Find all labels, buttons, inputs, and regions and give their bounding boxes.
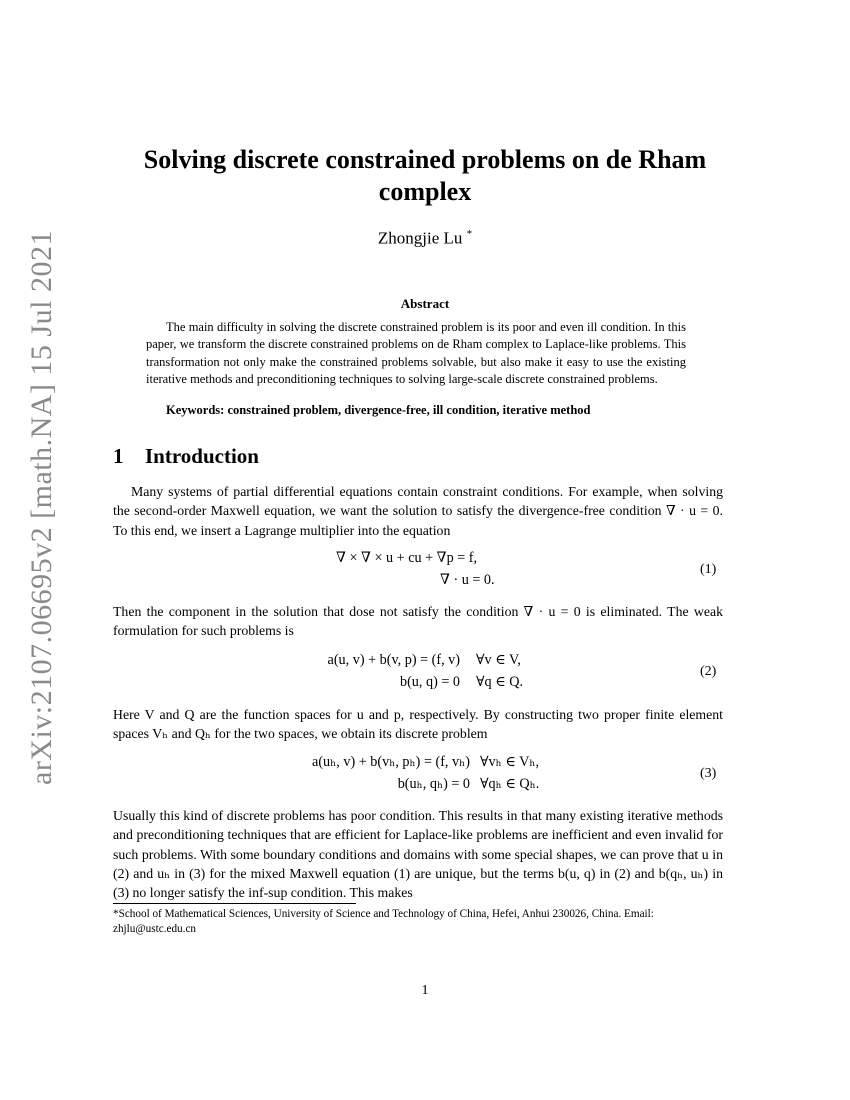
author-line [100, 228, 750, 249]
abstract-body [146, 319, 686, 389]
equation-1-line-1: ∇ × ∇ × u + cu + ∇p = f, [336, 550, 478, 566]
paper-title: Solving discrete constrained problems on de Rham complex [143, 145, 707, 206]
equation-1-number: (1) [700, 562, 717, 577]
page-number: 1 [421, 983, 429, 998]
equation-2-line-2-rhs: ∀q ∈ Q. [476, 674, 524, 690]
equation-3-line-2-rhs: ∀qₕ ∈ Qₕ. [480, 776, 540, 792]
equation-3-number: (3) [700, 766, 717, 781]
equation-2-number: (2) [700, 664, 717, 679]
paragraph-1: Many systems of partial differential equations contain constraint conditions. For example, when solving the second-order Maxwell equation, we want the solution to satisfy the divergence-free condition ∇ · u = 0. To this end, we insert a Lagrange multiplier into the equation [113, 484, 723, 538]
equation-1-line-2: ∇ · u = 0. [440, 572, 495, 588]
equation-2-line-1-lhs: a(u, v) + b(v, p) = (f, v) [327, 652, 460, 668]
author-name: Zhongjie Lu [377, 228, 463, 248]
equation-2-line-1-rhs: ∀v ∈ V, [476, 652, 521, 668]
paragraph-2: Then the component in the solution that dose not satisfy the condition ∇ · u = 0 is eliminated. The weak formulation for such problems is [113, 604, 723, 639]
abstract-heading: Abstract [400, 296, 450, 311]
arxiv-identifier: arXiv:2107.06695v2 [math.NA] 15 Jul 2021 [25, 230, 58, 786]
abstract-text: The main difficulty in solving the discrete constrained problem is its poor and even ill condition. In this paper, we transform the discrete constrained problems on de Rham complex to Laplace-like problems. This transformation not only make the constrained problems solvable, but also make it easy to use the existing iterative methods and preconditioning techniques to solving large-scale discrete constrained problems. [146, 320, 686, 387]
keywords: Keywords: constrained problem, divergence-free, ill condition, iterative method [166, 403, 591, 417]
paragraph-4: Usually this kind of discrete problems has poor condition. This results in that many existing iterative methods and preconditioning techniques that are efficient for Laplace-like problems are inefficient and even invalid for such problems. With some boundary conditions and domains with some special shapes, we can prove that u in (2) and uₕ in (3) for the mixed Maxwell equation (1) are unique, but the terms b(u, q) in (2) and b(qₕ, uₕ) in (3) no longer satisfy the inf-sup condition. This makes [113, 808, 723, 901]
footnote-rule [113, 903, 356, 904]
equation-2-line-2-lhs: b(u, q) = 0 [399, 674, 460, 690]
author-footnote-mark: * [466, 228, 473, 240]
section-number: 1 [113, 444, 124, 468]
paragraph-3: Here V and Q are the function spaces for u and p, respectively. By constructing two proper finite element spaces Vₕ and Qₕ for the two spaces, we obtain its discrete problem [113, 707, 723, 742]
section-heading [113, 444, 259, 469]
footnote: *School of Mathematical Sciences, University of Science and Technology of China, Hefei, Anhui 230026, China. Email: zhjlu@ustc.edu.cn [113, 908, 654, 935]
section-title: Introduction [145, 444, 259, 468]
equation-3-line-2-lhs: b(uₕ, qₕ) = 0 [397, 776, 470, 792]
equation-3-line-1-rhs: ∀vₕ ∈ Vₕ, [480, 754, 540, 770]
equation-3-line-1-lhs: a(uₕ, v) + b(vₕ, pₕ) = (f, vₕ) [312, 754, 470, 770]
